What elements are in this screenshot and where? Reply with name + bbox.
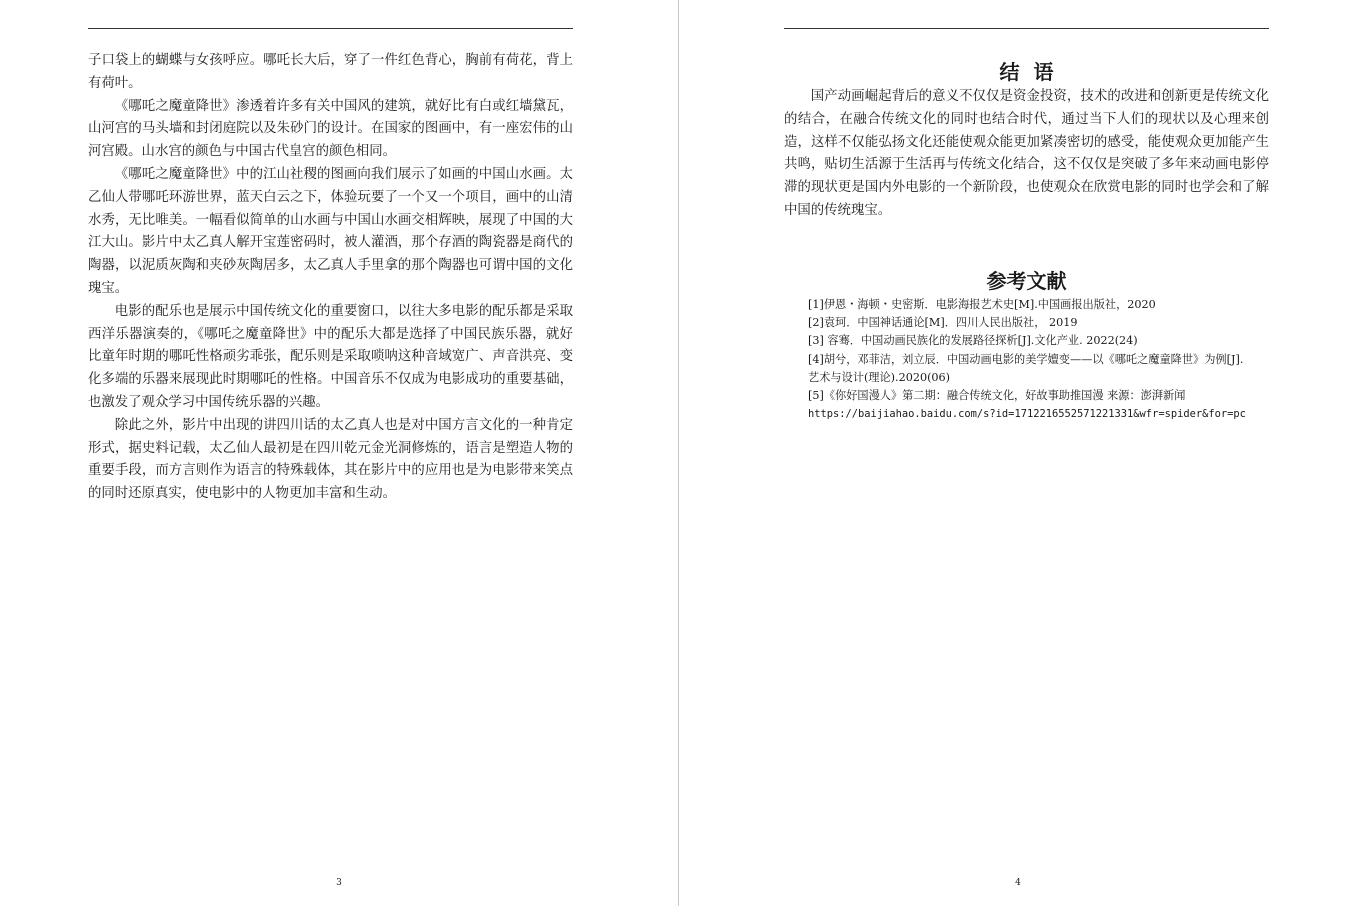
reference-url: https://baijiahao.baidu.com/s?id=1712216552571221331&wfr=spider&for=pc (808, 408, 1246, 421)
reference-item: [1]伊恩・海顿・史密斯．电影海报艺术史[M].中国画报出版社，2020 (808, 298, 1156, 311)
page-number: 3 (336, 878, 342, 888)
conclusion-title: 结语 (999, 60, 1068, 84)
page-number: 4 (1015, 878, 1021, 888)
references-title: 参考文献 (986, 269, 1067, 293)
paragraph: 国产动画崛起背后的意义不仅仅是资金投资，技术的改进和创新更是传统文化的结合，在融合传统文化的同时也结合时代，通过当下人们的现状以及心理来创造，这样不仅能弘扬文化还能使观众能更加紧凑密切的感受，能使观众更加能产生共鸣，贴切生活源于生活再与传统文化结合，这不仅仅是突破了多年来动画电影停滞的现状更是国内外电影的一个新阶段，也使观众在欣赏电影的同时也学会和了解中国的传统瑰宝。 (784, 89, 1269, 218)
paragraph: 《哪吒之魔童降世》中的江山社稷的图画向我们展示了如画的中国山水画。太乙仙人带哪吒环游世界，蓝天白云之下，体验玩要了一个又一个项目，画中的山清水秀，无比唯美。一幅看似简单的山水画与中国山水画交相辉映，展现了中国的大江大山。影片中太乙真人解开宝莲密码时，被人灌酒，那个存酒的陶瓷器是商代的陶器，以泥质灰陶和夹砂灰陶居多，太乙真人手里拿的那个陶器也可谓中国的文化瑰宝。 (88, 166, 573, 296)
body-text (88, 50, 573, 506)
paragraph: 子口袋上的蝴蝶与女孩呼应。哪吒长大后，穿了一件红色背心，胸前有荷花，背上有荷叶。 (88, 53, 573, 91)
reference-item: [5]《你好国漫人》第二期：融合传统文化，好故事助推国漫 来源：澎湃新闻 (808, 389, 1186, 403)
reference-item: [3] 容骞．中国动画民族化的发展路径探析[J].文化产业. 2022(24) (808, 334, 1138, 348)
conclusion-body (784, 86, 1269, 223)
page-3 (0, 0, 678, 906)
paragraph: 电影的配乐也是展示中国传统文化的重要窗口，以往大多电影的配乐都是采取西洋乐器演奏的，《哪吒之魔童降世》中的配乐大都是选择了中国民族乐器，就好比童年时期的哪吒性格顽劣乖张，配乐则是采取唢呐这种音域宽广、声音洪亮、变化多端的乐器来展现此时期哪吒的性格。中国音乐不仅成为电影成功的重要基础，也激发了观众学习中国传统乐器的兴趣。 (88, 303, 573, 410)
reference-item: [4]胡兮，邓菲洁，刘立辰．中国动画电影的美学嬗变——以《哪吒之魔童降世》为例[J]. (808, 352, 1244, 366)
reference-item: 艺术与设计(理论).2020(06) (808, 370, 951, 384)
reference-list (808, 296, 1278, 423)
header-rule (784, 28, 1269, 29)
paragraph: 《哪吒之魔童降世》渗透着许多有关中国风的建筑，就好比有白或红墙黛瓦，山河宫的马头墙和封闭庭院以及朱砂门的设计。在国家的图画中，有一座宏伟的山河宫殿。山水宫的颜色与中国古代皇宫的颜色相同。 (88, 98, 573, 160)
reference-item: [2]袁珂．中国神话通论[M]．四川人民出版社， 2019 (808, 316, 1078, 330)
page-4 (679, 0, 1357, 906)
header-rule (88, 28, 573, 29)
paragraph: 除此之外，影片中出现的讲四川话的太乙真人也是对中国方言文化的一种肯定形式，据史料记载，太乙仙人最初是在四川乾元金光洞修炼的，语言是塑造人物的重要手段，而方言则作为语言的特殊载体，其在影片中的应用也是为电影带来笑点的同时还原真实，使电影中的人物更加丰富和生动。 (88, 417, 573, 502)
